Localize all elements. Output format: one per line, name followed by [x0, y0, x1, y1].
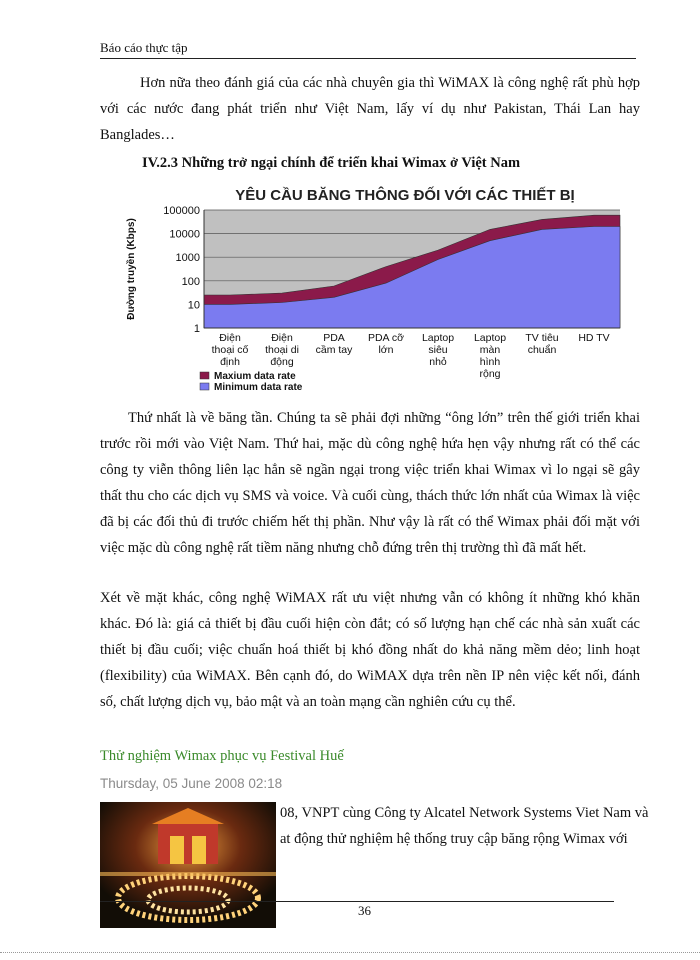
x-tick-label: PDA cỡ lớn: [367, 332, 405, 356]
x-tick-label: Laptop siêu nhỏ: [421, 332, 455, 368]
x-tick-label: Laptop màn hình rộng: [473, 332, 507, 380]
x-tick-label: HD TV: [578, 332, 610, 344]
legend-label: Maxium data rate: [214, 371, 296, 382]
y-tick-label: 100: [181, 275, 200, 288]
running-header: Báo cáo thực tập: [100, 40, 188, 55]
footer-rule: [100, 901, 614, 902]
chart-title: YÊU CẦU BĂNG THÔNG ĐỐI VỚI CÁC THIẾT BỊ: [235, 187, 575, 204]
bandwidth-chart: [120, 178, 630, 398]
article-line-1: 08, VNPT cùng Công ty Alcatel Network Systems Viet Nam và: [280, 805, 649, 821]
y-tick-label: 100000: [163, 205, 200, 217]
x-tick-label: Điện thoại cố định: [211, 332, 249, 368]
page-number: 36: [358, 903, 371, 918]
page-edge-dots: [0, 952, 700, 953]
festival-photo: [100, 802, 276, 928]
y-axis-label: Đường truyền (Kbps): [126, 218, 137, 320]
y-tick-label: 10: [187, 299, 200, 312]
obstacles-paragraph: Thứ nhất là về băng tần. Chúng ta sẽ phải đợi những “ông lớn” trên thế giới triển khai trước rồi mới vào Việt Nam. Thứ hai, mặc dù công nghệ hứa hẹn vậy nhưng rất có thể các công ty viễn thông liên lạc hẳn sẽ ngần ngại trong việc triển khai Wimax vì lo ngại sẽ gây thất thu cho các dịch vụ SMS và voice. Và cuối cùng, thách thức lớn nhất của Wimax là việc đã bị các đối thủ đi trước chiếm hết thị phần. Như vậy là rất có thể Wimax phải đối mặt với việc mặc dù công nghệ rất tiềm năng nhưng chỗ đứng trên thị trường thì đã mất hết.: [100, 410, 640, 556]
section-heading: IV.2.3 Những trở ngại chính để triển khai Wimax ở Việt Nam: [142, 155, 521, 171]
difficulties-paragraph: Xét về mặt khác, công nghệ WiMAX rất ưu việt nhưng vẫn có không ít những khó khăn khác. Đó là: giá cả thiết bị đầu cuối hiện còn đắt; có số lượng hạn chế các nhà sản xuất các thiết bị đầu cuối; việc chuẩn hoá thiết bị khó đồng nhất do khả năng mềm dẻo; linh hoạt (flexibility) của WiMAX. Bên cạnh đó, do WiMAX dựa trên nền IP nên việc kết nối, đánh số, chất lượng dịch vụ, bảo mật và an toàn mạng cần nghiên cứu cụ thể.: [100, 590, 640, 710]
intro-paragraph: Hơn nữa theo đánh giá của các nhà chuyên gia thì WiMAX là công nghệ rất phù hợp với các nước đang phát triển như Việt Nam, lấy ví dụ như Pakistan, Thái Lan hay Banglades…: [100, 75, 640, 143]
article-date: Thursday, 05 June 2008 02:18: [100, 776, 283, 791]
legend-label: Minimum data rate: [214, 382, 303, 393]
x-tick-label: TV tiêu chuẩn: [525, 332, 559, 356]
header-rule: [100, 58, 636, 59]
legend-swatch: [200, 372, 209, 379]
article-title: Thử nghiệm Wimax phục vụ Festival Huế: [100, 748, 344, 764]
legend-swatch: [200, 383, 209, 390]
y-tick-label: 1000: [175, 252, 200, 265]
y-tick-label: 10000: [169, 228, 200, 241]
x-tick-label: Điện thoại di động: [265, 332, 299, 368]
y-tick-label: 1: [193, 323, 200, 335]
article-line-2: at động thử nghiệm hệ thống truy cập băng rộng Wimax với: [280, 831, 628, 847]
x-tick-label: PDA cầm tay: [315, 332, 353, 356]
